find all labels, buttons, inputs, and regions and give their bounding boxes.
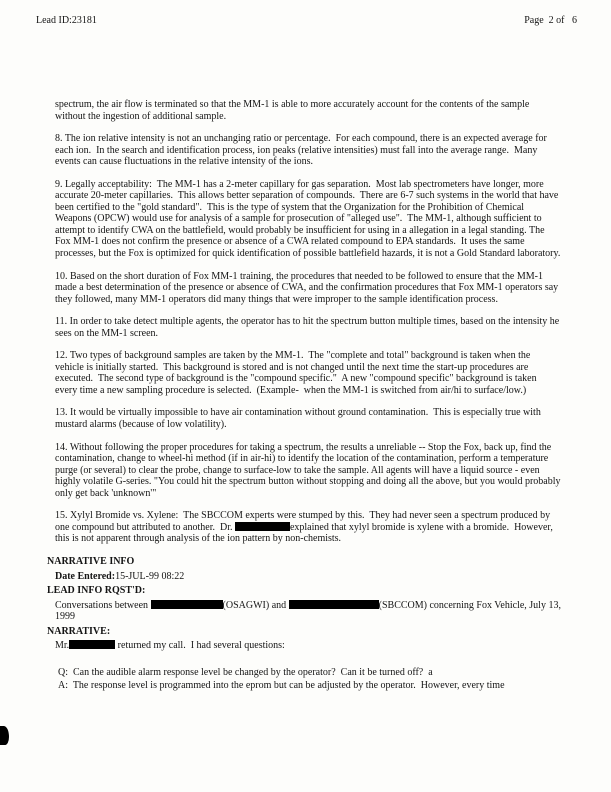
paragraph-9: 9. Legally acceptability: The MM-1 has a 2-meter capillary for gas separation. Most lab spectrometers have longer, more accurate 20-meter capillaries. This allows better separation of compounds. There are 6-7 such systems in the world that have been certified to the "gold standard". This is the type of system that the Organization for the Prohibition of Chemical Weapons (OPCW) would use for analysis of a sample for prosecution of "alleged use". The MM-1, although sufficient to attempt to identify CWA on the battlefield, would probably be insufficient for using in a allegation in a legal standing. The Fox MM-1 does not confirm the presence or absence of a CWA related compound to EPA standards. It uses the same processes, but the Fox is optimized for quick identification of possible battlefield hazards, it is not a Gold Standard laboratory. bbox=[55, 178, 561, 260]
narrative-info-section bbox=[47, 555, 564, 692]
lead-id: Lead ID:23181 bbox=[36, 15, 97, 26]
paragraph-8: 8. The ion relative intensity is not an unchanging ratio or percentage. For each compound, there is an expected average for each ion. In the search and identification process, ion peaks (relative intensities) must fall into the average range. Many events can cause fluctuations in the relative intensity of the ions. bbox=[55, 133, 550, 168]
document-body bbox=[47, 99, 564, 694]
conversations-text-before: Conversations between bbox=[55, 599, 151, 611]
paragraph-14: 14. Without following the proper procedures for taking a spectrum, the results a unreliable -- Stop the Fox, back up, find the contamination, change to wheel-hi method (if in air-hi) to identify the location of the contamination, perform a temperature purge (or several) to clear the probe, change to surface-low to take the sample. All agents will have a liquid source - even highly volatile G-series. "You could hit the spectrum button without stopping and doing all the above, but you would probably only get back 'unknown'" bbox=[55, 441, 564, 499]
date-entered-label: Date Entered: bbox=[55, 570, 116, 582]
lead-info-heading: LEAD INFO RQST'D: bbox=[47, 585, 146, 597]
date-entered-line bbox=[55, 571, 561, 583]
narrative-info-heading: NARRATIVE INFO bbox=[47, 555, 135, 567]
redaction-box bbox=[151, 600, 223, 609]
redaction-box bbox=[235, 522, 290, 531]
paragraph-continuation: spectrum, the air flow is terminated so that the MM-1 is able to more accurately account for the contents of the sample without the ingestion of additional sample. bbox=[55, 99, 532, 122]
mr-text-after: returned my call. I had several questions: bbox=[115, 640, 285, 652]
answer-line: A: The response level is programmed into the eprom but can be adjusted by the operator. However, every time bbox=[58, 680, 505, 692]
paragraph-15-text-before: 15. Xylyl Bromide vs. Xylene: The SBCCOM experts were stumped by this. They had never seen a spectrum produced by one compound but attributed to another. Dr. bbox=[55, 510, 553, 533]
paragraph-15 bbox=[55, 510, 561, 545]
page-header bbox=[36, 15, 577, 26]
question-line: Q: Can the audible alarm response level be changed by the operator? Can it be turned off? a bbox=[58, 666, 433, 678]
paragraph-12: 12. Two types of background samples are taken by the MM-1. The "complete and total" background is taken when the vehicle is initially started. This background is stored and is not changed until the next time the start-up procedures are executed. The second type of background is the "compound specific." A new "compound specific" background is taken every time a new sampling procedure is selected. (Example- when the MM-1 is switched from air/hi to surface/low.) bbox=[55, 350, 540, 396]
date-entered-value: 15-JUL-99 08:22 bbox=[115, 570, 185, 582]
paragraph-10: 10. Based on the short duration of Fox MM-1 training, the procedures that needed to be followed to ensure that the MM-1 made a best determination of the presence or absence of CWA, and the confirmation procedures that Fox MM-1 operators say they followed, many MM-1 operators did many things that were improper to the sample identification process. bbox=[55, 270, 561, 305]
conversations-text-after: (SBCCOM) concerning Fox Vehicle, July 13, 1999 bbox=[55, 599, 564, 623]
redaction-box bbox=[69, 640, 115, 649]
conversations-line bbox=[55, 599, 564, 623]
scan-artifact bbox=[0, 726, 9, 745]
paragraph-11: 11. In order to take detect multiple agents, the operator has to hit the spectrum button multiple times, based on the intensity he sees on the MM-1 screen. bbox=[55, 316, 562, 339]
paragraph-15-text-after: explained that xylyl bromide is xylene with a bromide. However, this is not apparent through analysis of the ion pattern by non-chemists. bbox=[55, 521, 556, 545]
narrative-heading: NARRATIVE: bbox=[47, 625, 111, 637]
mr-text-before: Mr. bbox=[55, 640, 70, 652]
paragraph-13: 13. It would be virtually impossible to have air contamination without ground contamination. This is especially true with mustard alarms (because of low volatility). bbox=[55, 407, 544, 431]
page-number: Page 2 of 6 bbox=[524, 15, 577, 26]
conversations-text-mid: (OSAGWI) and bbox=[222, 599, 289, 611]
redaction-box bbox=[289, 600, 379, 609]
mr-line bbox=[55, 640, 561, 652]
